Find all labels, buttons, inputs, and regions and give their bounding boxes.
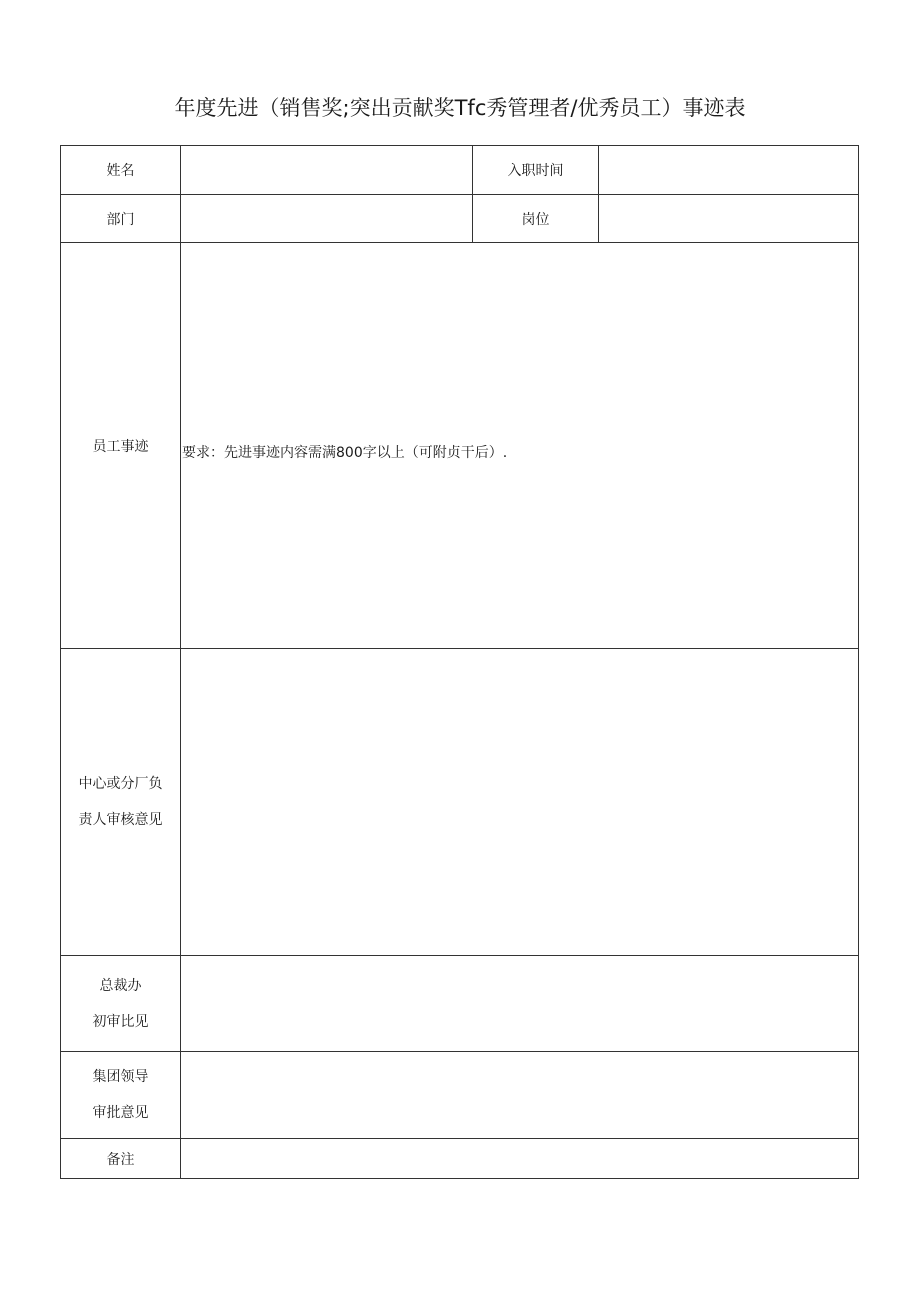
president-office-label-line-1: 总裁办 [99, 977, 142, 994]
center-review-label-line-1: 中心或分厂负 [78, 776, 163, 792]
center-review-label [61, 649, 181, 956]
group-leader-field[interactable] [181, 1052, 859, 1139]
page-title: 年度先进（销售奖;突出贡献奖Tfc秀管理者/优秀员工）事迹表 [174, 96, 746, 120]
remarks-label: 备注 [61, 1139, 181, 1179]
row-president-office [61, 956, 859, 1052]
group-leader-label-line-1: 集团领导 [92, 1069, 149, 1085]
president-office-label-line-2: 初审比见 [92, 1013, 149, 1030]
row-name [61, 146, 859, 195]
row-group-leader [61, 1052, 859, 1139]
center-review-field[interactable] [181, 649, 859, 956]
deeds-requirement-note: 要求：先进事迹内容需满800字以上（可附贞干后）. [182, 445, 508, 461]
group-leader-label [61, 1052, 181, 1139]
row-deeds [61, 243, 859, 649]
president-office-label [61, 956, 181, 1052]
hire-date-field[interactable] [599, 146, 859, 195]
center-review-label-line-2: 责人审核意见 [78, 812, 163, 828]
row-center-review [61, 649, 859, 956]
position-label: 岗位 [473, 195, 599, 243]
name-label: 姓名 [61, 146, 181, 195]
group-leader-label-line-2: 审批意见 [92, 1105, 149, 1121]
department-field[interactable] [181, 195, 473, 243]
remarks-field[interactable] [181, 1139, 859, 1179]
department-label: 部门 [61, 195, 181, 243]
president-office-field[interactable] [181, 956, 859, 1052]
deeds-form-table [60, 145, 859, 1179]
deeds-field[interactable] [181, 243, 859, 649]
hire-date-label: 入职时间 [473, 146, 599, 195]
position-field[interactable] [599, 195, 859, 243]
row-remarks [61, 1139, 859, 1179]
deeds-label: 员工事迹 [61, 243, 181, 649]
row-department [61, 195, 859, 243]
name-field[interactable] [181, 146, 473, 195]
